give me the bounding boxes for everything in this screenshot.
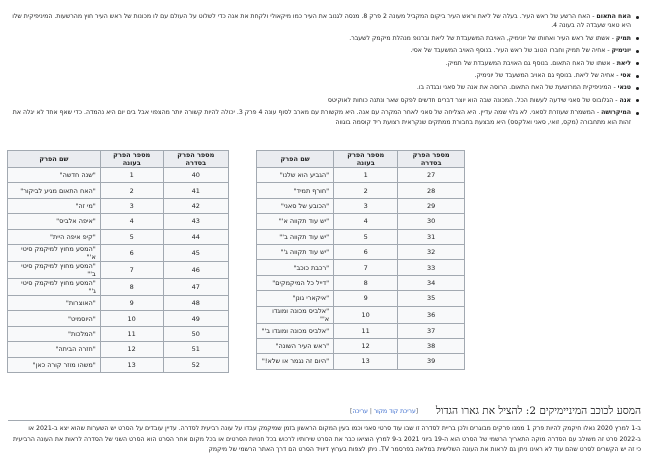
section-heading: [8, 404, 641, 421]
series-episode-number: 42: [163, 198, 228, 213]
episode-title: "המלכות": [8, 326, 101, 341]
season-episode-number: 5: [334, 229, 398, 244]
season-episode-number: 9: [100, 295, 163, 310]
character-description: - האח הרשע של ראש העיר. בעלה של ליאת וראש העיר ביקום המקביל מעונה 2 פרק 8. מנסה לגנוב את העיר כמו מיקאולי ולקחת את אנה כדי לשלוט על העולם עם לו מכונות של ראש העיר חוץ מהרשעות. המיניפיקית שלו היא טאני שעבדה לה בעונה 4.: [12, 13, 631, 30]
series-episode-number: 52: [163, 357, 228, 372]
table-row: [8, 357, 229, 372]
season-episode-number: 1: [100, 168, 163, 183]
table-row: [8, 198, 229, 213]
episode-title: "חזרה הביתה": [8, 342, 101, 357]
season-episode-number: 7: [334, 260, 398, 275]
series-episode-number: 49: [163, 311, 228, 326]
list-item: [11, 12, 641, 31]
list-item: [11, 59, 641, 68]
series-episode-number: 43: [163, 214, 228, 229]
season-episode-number: 2: [100, 183, 163, 198]
character-description: - אחיה של ליאת. בנוסף גם האויב המשעבד של יונימיק.: [474, 72, 621, 80]
table-row: [257, 183, 465, 198]
table-row: [257, 260, 465, 275]
list-item: [11, 34, 641, 43]
character-description: - אחיה של תמיק וחברו הטוב של ראש העיר. בנוסף האויב המשעבד של אסי.: [410, 47, 612, 55]
series-episode-number: 38: [398, 338, 465, 353]
episode-title: "יש עוד תקווה ב'": [257, 229, 334, 244]
table-row: [257, 291, 465, 306]
table-row: [257, 275, 465, 290]
episode-title: "המסע מחוץ למיקמק סיטי א'": [8, 244, 101, 261]
episode-title: "שנה חדשה": [8, 168, 101, 183]
season-episode-number: 3: [334, 198, 398, 213]
season-episode-number: 6: [334, 244, 398, 259]
column-header: מספר הפרק בעונה: [334, 151, 398, 168]
table-row: [8, 214, 229, 229]
series-episode-number: 28: [398, 183, 465, 198]
season-episode-number: 1: [334, 168, 398, 183]
edit-link[interactable]: עריכה: [352, 408, 368, 415]
edit-links: [350, 408, 418, 415]
season-episode-number: 8: [100, 278, 163, 295]
season-episode-number: 2: [334, 183, 398, 198]
episode-title: "היום זה נגמר או שלא!": [257, 354, 334, 369]
episode-title: "היוסמיט": [8, 311, 101, 326]
series-episode-number: 29: [398, 198, 465, 213]
episodes-table-season-4: [7, 150, 229, 373]
episode-title: "יש עוד תקווה ג'": [257, 244, 334, 259]
list-item: [11, 71, 641, 80]
table-row: [257, 354, 465, 369]
season-episode-number: 6: [100, 244, 163, 261]
season-episode-number: 4: [100, 214, 163, 229]
series-episode-number: 48: [163, 295, 228, 310]
episode-title: "רכבת כוכב": [257, 260, 334, 275]
table-row: [8, 183, 229, 198]
column-header: מספר הפרק בעונה: [100, 151, 163, 168]
season-episode-number: 11: [100, 326, 163, 341]
episode-title: "האח התאום מגיע לביקור": [8, 183, 101, 198]
list-item: [11, 46, 641, 55]
series-episode-number: 41: [163, 183, 228, 198]
column-header: מספר הפרק בסדרה: [398, 151, 465, 168]
season-episode-number: 13: [334, 354, 398, 369]
table-row: [8, 229, 229, 244]
season-episode-number: 7: [100, 261, 163, 278]
character-name[interactable]: אסי: [620, 72, 631, 80]
separator: |: [367, 408, 374, 415]
table-row: [8, 311, 229, 326]
character-description: - המשמרת שעוזרת לסאני. לא גלוי שמה עדיין. היא הצליחה של סאני לאחר המקרה עם אנה. היא מקשורת עם מארב לסוף עונה 4 פרק 3. יכולה להיות קשורה יותר מהצפוי אבל בים יום היא נהמדה. כדי שאף אחד לא יגלה את זהות הוא מתחבורה (מקס, זואי, סאני ואלקסס) היא מבצעת בחבורת ממתקים שנקראית רצועת ריד קוסמה בוגווה: [12, 109, 631, 126]
character-description: - אשתו של ראש העיר ואחותו של יונימיק, האויבת המשעבדת של ליאת וברנופ מנהלת מיקמק לשעבר.: [349, 34, 616, 42]
episode-title: "הכובע של סאני": [257, 198, 334, 213]
episodes-table-season-3: [256, 150, 465, 370]
character-name[interactable]: ליאת: [616, 59, 631, 67]
character-name[interactable]: אנה: [619, 96, 631, 104]
episode-title: "המסע מחוץ למיקמק סיטי ג'": [8, 278, 101, 295]
season-episode-number: 3: [100, 198, 163, 213]
series-episode-number: 33: [398, 260, 465, 275]
character-description: - הגלובוס של סאני שידעה לעשות הכל. המכונה שבה הוא יוצר דברים חדשים לפקס שאר ונתנה כוחות לאוקיטס: [327, 96, 620, 104]
column-header: מספר הפרק בסדרה: [163, 151, 228, 168]
episode-title: "איפה אלביס": [8, 214, 101, 229]
character-name[interactable]: המיקרושה: [601, 109, 631, 117]
series-episode-number: 46: [163, 261, 228, 278]
series-episode-number: 51: [163, 342, 228, 357]
series-episode-number: 32: [398, 244, 465, 259]
table-header-row: [8, 151, 229, 168]
series-episode-number: 37: [398, 323, 465, 338]
table-row: [257, 323, 465, 338]
table-header-row: [257, 151, 465, 168]
list-item: [11, 108, 641, 127]
season-episode-number: 12: [100, 342, 163, 357]
season-episode-number: 13: [100, 357, 163, 372]
edit-source-link[interactable]: עריכת קוד מקור: [373, 408, 416, 415]
character-name[interactable]: האח התאום: [596, 13, 631, 20]
season-episode-number: 8: [334, 275, 398, 290]
table-row: [8, 168, 229, 183]
column-header: שם הפרק: [257, 151, 334, 168]
table-row: [257, 338, 465, 353]
character-name[interactable]: יונימיק: [611, 47, 631, 55]
character-name[interactable]: טנאי: [617, 84, 631, 92]
series-episode-number: 27: [398, 168, 465, 183]
column-header: שם הפרק: [8, 151, 101, 168]
series-episode-number: 30: [398, 214, 465, 229]
season-episode-number: 12: [334, 338, 398, 353]
episode-title: "קיפ איפה היית": [8, 229, 101, 244]
episode-title: "אלביס מכונה ומוגדו ב'": [257, 323, 334, 338]
episode-title: "יש עוד תקווה א'": [257, 214, 334, 229]
character-description: - המיניפיקית המרושעת של האח התאום. הרוסה את אנה של סאני ובגדה בו.: [416, 84, 618, 92]
season-episode-number: 9: [334, 291, 398, 306]
table-row: [8, 244, 229, 261]
series-episode-number: 36: [398, 306, 465, 323]
table-body: [257, 168, 465, 370]
table-row: [8, 342, 229, 357]
character-name[interactable]: תמיק: [615, 34, 631, 42]
list-item: [11, 83, 641, 92]
table-row: [257, 229, 465, 244]
episode-title: "המסע מחוץ למיקמק סיטי ב'": [8, 261, 101, 278]
series-episode-number: 40: [163, 168, 228, 183]
season-episode-number: 5: [100, 229, 163, 244]
series-episode-number: 35: [398, 291, 465, 306]
table-row: [8, 261, 229, 278]
table-row: [8, 326, 229, 341]
series-episode-number: 45: [163, 244, 228, 261]
series-episode-number: 50: [163, 326, 228, 341]
series-episode-number: 44: [163, 229, 228, 244]
table-row: [257, 214, 465, 229]
table-body: [8, 168, 229, 373]
series-episode-number: 39: [398, 354, 465, 369]
series-episode-number: 34: [398, 275, 465, 290]
season-episode-number: 4: [334, 214, 398, 229]
table-row: [8, 278, 229, 295]
table-row: [257, 168, 465, 183]
section-title: המסע לכוכב המיניימיקים 2: להציל את גארו הגדול: [435, 405, 641, 417]
episode-title: "מי זה": [8, 198, 101, 213]
episode-title: "הגביע הוא שלנו": [257, 168, 334, 183]
series-episode-number: 47: [163, 278, 228, 295]
bracket: [: [415, 408, 419, 415]
series-episode-number: 31: [398, 229, 465, 244]
bracket: ]: [350, 408, 353, 415]
season-episode-number: 10: [100, 311, 163, 326]
table-row: [8, 295, 229, 310]
table-row: [257, 198, 465, 213]
character-description: - אשתו של האח התאום. בנוסף גם האויבת המשעבדת של תמיק.: [445, 59, 617, 67]
section-paragraph: ב-1 למרץ 2020 נאלו חיקמק להיות פרק 1 ממנו פרקים מבוגרים ולכן בריית לסדרה זו שבו עוד סרטי סאני וכמו בעין המקום הראשון בזמן שמיקמק עבדו על עונה רביעית לסדרה. עדיין עובדים על הסרט יש השערות שהוא יצא ב-2021 או ב-2022 סרט זה משולב עם הסדרה מוקה התאריך הרשמי של הסרט הוא ה-19 ביוני 2021 ב-9 למרץ הוציאו כבר את הסרט שירותיו לרכוש בכל חנויות הסרטים או בכל מקום אחר הסרט הוא הסרט השני של הסדרה לראות את העונה הרביעית כי זה יש הקשרים לסרט שהם עוד לא ראינו ניתן גם לראות את העונה השלישית במלאה בפרסמר TV. ניתן לצפות בערוץ דיוויד הסרט הם דרך האתר הרשמי של מיקמק: [13, 425, 641, 453]
table-row: [257, 306, 465, 323]
episode-title: "דייל כל המיקמקים": [257, 275, 334, 290]
episode-title: "ראש העיר השונה": [257, 338, 334, 353]
season-episode-number: 10: [334, 306, 398, 323]
table-row: [257, 244, 465, 259]
episode-title: "חורף תמיד": [257, 183, 334, 198]
episode-title: "משהו מוזר קורה כאן": [8, 357, 101, 372]
list-item: [11, 96, 641, 105]
episode-title: "האוצרות": [8, 295, 101, 310]
character-list: [11, 12, 641, 130]
season-episode-number: 11: [334, 323, 398, 338]
episode-title: "אלביס מכונה ומוגדו א'": [257, 306, 334, 323]
episode-title: "איקארי גונן": [257, 291, 334, 306]
